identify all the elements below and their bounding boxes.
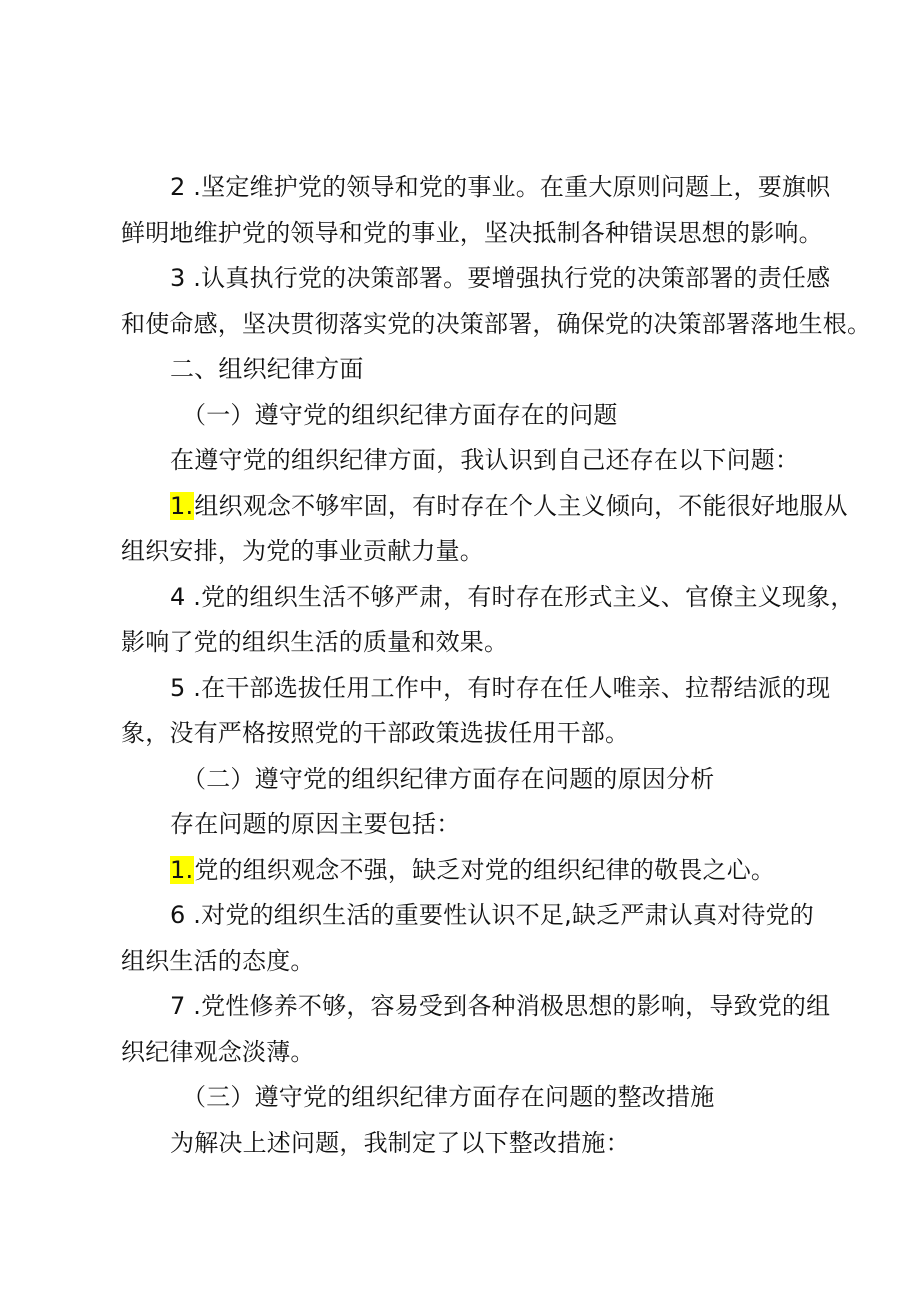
paragraph-line: 鲜明地维护党的领导和党的事业，坚决抵制各种错误思想的影响。 bbox=[121, 219, 823, 247]
subsection-heading: （三）遵守党的组织纪律方面存在问题的整改措施 bbox=[182, 1083, 715, 1111]
paragraph-text: 党的组织观念不强，缺乏对党的组织纪律的敬畏之心。 bbox=[194, 856, 776, 884]
paragraph-line: 组织安排，为党的事业贡献力量。 bbox=[121, 537, 484, 565]
highlight-marker: 1. bbox=[170, 856, 194, 884]
paragraph-line: 存在问题的原因主要包括： bbox=[170, 810, 461, 838]
paragraph-line: 6 .对党的组织生活的重要性认识不足,缺乏严肃认真对待党的 bbox=[170, 901, 814, 929]
paragraph-text: 组织观念不够牢固，有时存在个人主义倾向，不能很好地服从 bbox=[194, 492, 848, 520]
subsection-heading: （二）遵守党的组织纪律方面存在问题的原因分析 bbox=[182, 765, 715, 793]
paragraph-line bbox=[0, 484, 920, 528]
paragraph-line bbox=[0, 848, 920, 892]
paragraph-line: 4 .党的组织生活不够严肃，有时存在形式主义、官僚主义现象， bbox=[170, 583, 855, 611]
paragraph-line: 2 .坚定维护党的领导和党的事业。在重大原则问题上，要旗帜 bbox=[170, 173, 831, 201]
paragraph-line: 3 .认真执行党的决策部署。要增强执行党的决策部署的责任感 bbox=[170, 264, 831, 292]
paragraph-line: 7 .党性修养不够，容易受到各种消极思想的影响，导致党的组 bbox=[170, 992, 831, 1020]
paragraph-line: 5 .在干部选拔任用工作中，有时存在任人唯亲、拉帮结派的现 bbox=[170, 674, 831, 702]
paragraph-line: 和使命感，坚决贯彻落实党的决策部署，确保党的决策部署落地生根。 bbox=[121, 310, 872, 338]
paragraph-line: 织纪律观念淡薄。 bbox=[121, 1038, 315, 1066]
paragraph-line: 影响了党的组织生活的质量和效果。 bbox=[121, 628, 509, 656]
paragraph-line: 为解决上述问题，我制定了以下整改措施： bbox=[170, 1129, 630, 1157]
paragraph-line: 在遵守党的组织纪律方面，我认识到自己还存在以下问题： bbox=[170, 446, 800, 474]
paragraph-line: 象，没有严格按照党的干部政策选拔任用干部。 bbox=[121, 719, 630, 747]
section-heading: 二、组织纪律方面 bbox=[170, 355, 364, 383]
subsection-heading: （一）遵守党的组织纪律方面存在的问题 bbox=[182, 401, 618, 429]
highlight-marker: 1. bbox=[170, 492, 194, 520]
paragraph-line: 组织生活的态度。 bbox=[121, 947, 315, 975]
